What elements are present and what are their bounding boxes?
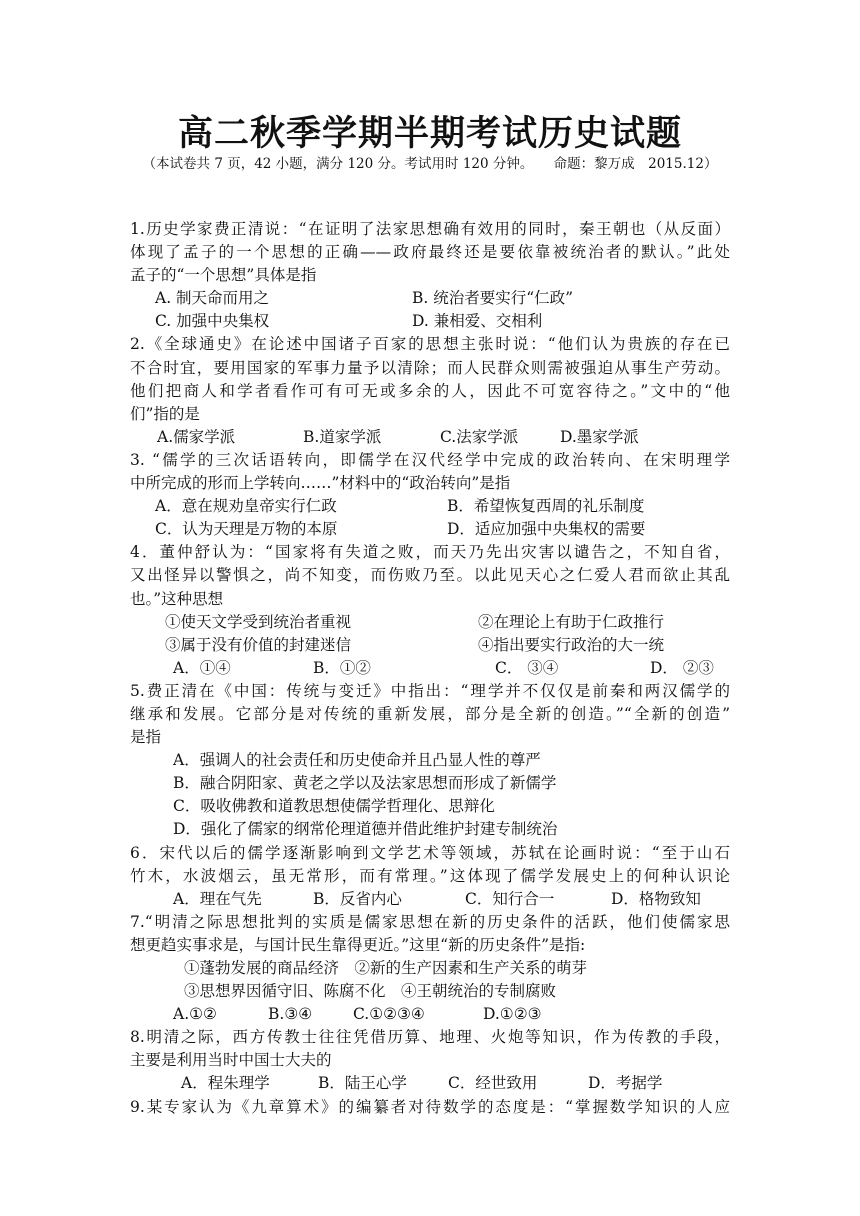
- option-row: [130, 657, 730, 680]
- option: C．认为天理是万物的本原: [155, 520, 338, 539]
- option: B. 统治者要实行“仁政”: [412, 289, 574, 308]
- question-text: 体现了孟子的一个思想的正确——政府最终还是要依靠被统治者的默认。”此处: [130, 243, 730, 262]
- option: B.道家学派: [303, 427, 382, 446]
- option: D．强化了儒家的纲常伦理道德并借此维护封建专制统治: [173, 820, 558, 839]
- option-row: [130, 495, 730, 518]
- option: D.墨家学派: [560, 427, 639, 446]
- option: D．考据学: [588, 1074, 663, 1093]
- option: B．①②: [313, 658, 371, 677]
- option: B．融合阴阳家、黄老之学以及法家思想而形成了新儒学: [173, 774, 557, 793]
- question-text: 6．宋代以后的儒学逐渐影响到文学艺术等领域，苏轼在论画时说：“至于山石: [130, 843, 730, 862]
- question-list: [130, 218, 730, 1119]
- question-text: 9.某专家认为《九章算术》的编纂者对待数学的态度是：“掌握数学知识的人应: [130, 1097, 730, 1116]
- question-text: 2.《全球通史》在论述中国诸子百家的思想主张时说：“他们认为贵族的存在已: [130, 335, 730, 354]
- question-text: 中所完成的形而上学转向……”材料中的“政治转向”是指: [130, 474, 511, 493]
- option: C.①②③④: [353, 1005, 425, 1024]
- option-row: [130, 1003, 730, 1026]
- statement: ①蓬勃发展的商品经济 ②新的生产因素和生产关系的萌芽: [184, 959, 588, 977]
- option: A. 制天命而用之: [155, 289, 270, 308]
- statement-row: [130, 611, 730, 634]
- statement: ③思想界因循守旧、陈腐不化 ④王朝统治的专制腐败: [184, 982, 557, 1001]
- statement: ①使天文学受到统治者重视: [165, 612, 352, 631]
- option: C. 加强中央集权: [155, 312, 270, 331]
- option: C． ③④: [495, 658, 559, 677]
- option: B.③④: [268, 1005, 313, 1024]
- question-text: 3. “儒学的三次话语转向，即儒学在汉代经学中完成的政治转向、在宋明理学: [130, 450, 730, 469]
- option: D．适应加强中央集权的需要: [447, 520, 646, 539]
- question-text: 想更趋实事求是，与国计民生靠得更近。”这里“新的历史条件”是指:: [130, 935, 586, 954]
- statement-row: [130, 634, 730, 657]
- option-row: [130, 310, 730, 333]
- option-row: [130, 518, 730, 541]
- option: B．陆王心学: [318, 1074, 407, 1093]
- option: D.①②③: [483, 1005, 542, 1024]
- question-text: 1.历史学家费正清说：“在证明了法家思想确有效用的同时，秦王朝也（从反面）: [130, 220, 730, 238]
- option: A．意在规劝皇帝实行仁政: [155, 497, 337, 516]
- statement: ③属于没有价值的封建迷信: [165, 635, 352, 654]
- option-row: [130, 426, 730, 449]
- question-text: 又出怪异以警惧之，尚不知变，而伤败乃至。以此见天心之仁爱人君而欲止其乱: [130, 566, 730, 585]
- question-text: 7.“明清之际思想批判的实质是儒家思想在新的历史条件的活跃，他们使儒家思: [130, 912, 730, 931]
- option: B．希望恢复西周的礼乐制度: [447, 497, 645, 516]
- question-text: 不合时宜，要用国家的军事力量予以清除；而人民群众则需被强迫从事生产劳动。: [130, 358, 730, 377]
- exam-subtitle: （本试卷共 7 页，42 小题，满分 120 分。考试用时 120 分钟。 命题：黎万成 2015.12）: [142, 156, 718, 172]
- option: A．①④: [173, 658, 231, 677]
- question-text: 继承和发展。它部分是对传统的重新发展，部分是全新的创造。”“全新的创造”: [130, 704, 730, 723]
- question-text: 孟子的“一个思想”具体是指: [130, 266, 317, 285]
- question-text: 也。”这种思想: [130, 589, 224, 608]
- option: A.儒家学派: [157, 427, 236, 446]
- option: C．吸收佛教和道教思想使儒学哲理化、思辩化: [173, 797, 495, 816]
- question-text: 主要是利用当时中国士大夫的: [130, 1051, 332, 1070]
- question-text: 8.明清之际，西方传教士往往凭借历算、地理、火炮等知识，作为传教的手段，: [130, 1028, 730, 1047]
- option-row: [130, 287, 730, 310]
- exam-title: 高二秋季学期半期考试历史试题: [177, 114, 682, 154]
- statement: ④指出要实行政治的大一统: [478, 635, 665, 654]
- option: A．理在气先: [173, 889, 262, 908]
- statement: ②在理论上有助于仁政推行: [478, 612, 665, 631]
- option: D． ②③: [650, 658, 714, 677]
- question-text: 是指: [130, 728, 162, 747]
- option: C．经世致用: [448, 1074, 538, 1093]
- question-text: 4．董仲舒认为：“国家将有失道之败，而天乃先出灾害以谴告之，不知自省，: [130, 543, 730, 562]
- option: B．反省内心: [313, 889, 402, 908]
- option-row: [130, 1072, 730, 1095]
- option: A．程朱理学: [181, 1074, 270, 1093]
- option: A．强调人的社会责任和历史使命并且凸显人性的尊严: [173, 751, 541, 770]
- option: A.①②: [173, 1005, 217, 1024]
- question-text: 他们把商人和学者看作可有可无或多余的人，因此不可宽容待之。”文中的“他: [130, 381, 730, 400]
- question-text: 们”指的是: [130, 404, 200, 423]
- option: D. 兼相爱、交相利: [412, 312, 543, 331]
- option: C．知行合一: [465, 889, 555, 908]
- option: C.法家学派: [440, 427, 519, 446]
- question-text: 5.费正清在《中国：传统与变迁》中指出：“理学并不仅仅是前秦和两汉儒学的: [130, 681, 730, 700]
- option: D．格物致知: [611, 889, 701, 908]
- option-row: [130, 888, 730, 911]
- question-text: 竹木，水波烟云，虽无常形，而有常理。”这体现了儒学发展史上的何种认识论: [130, 866, 730, 885]
